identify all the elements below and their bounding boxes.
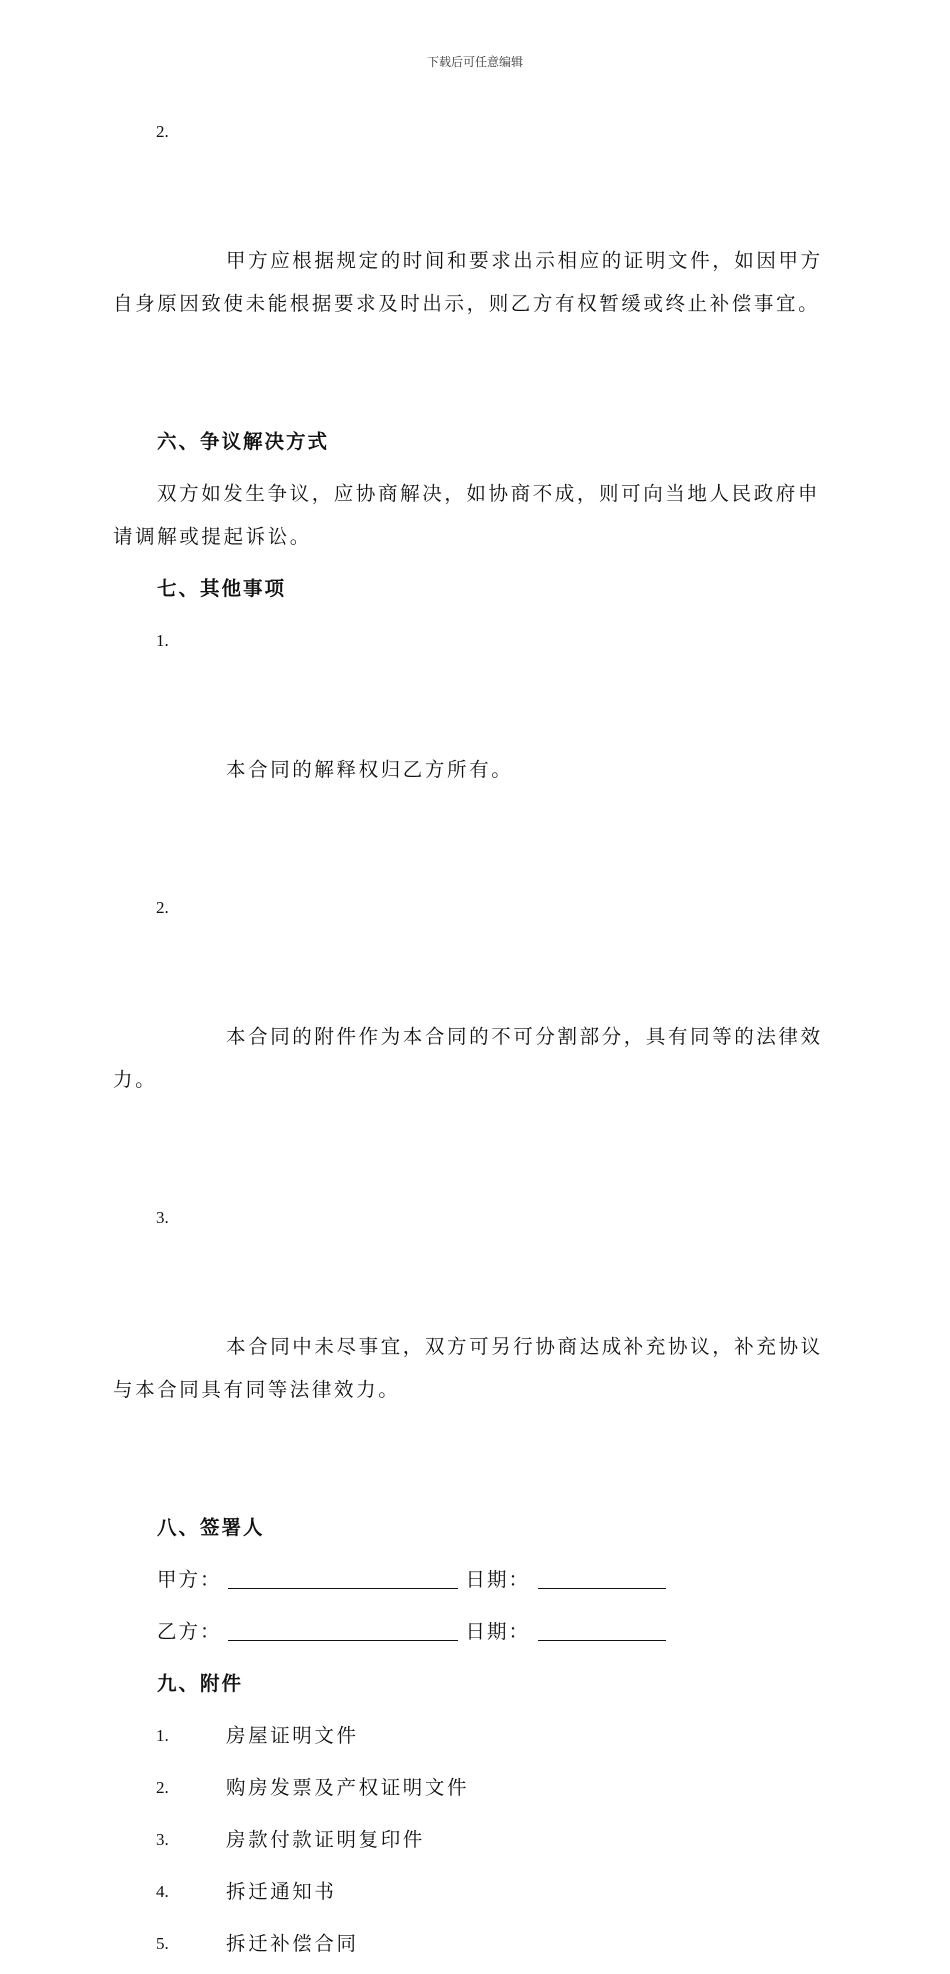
list-item-text: 购房发票及产权证明文件 bbox=[226, 1776, 470, 1799]
signature-row-party-a bbox=[157, 1558, 833, 1601]
annex-item-1 bbox=[113, 1714, 833, 1757]
annex-item-2 bbox=[113, 1766, 833, 1809]
list-number: 2. bbox=[156, 122, 169, 141]
list-item-text: 拆迁补偿合同 bbox=[226, 1932, 359, 1955]
page-header: 下载后可任意编辑 bbox=[426, 55, 523, 69]
list-item-text: 本合同的解释权归乙方所有。 bbox=[226, 758, 514, 781]
list-item-text: 拆迁通知书 bbox=[226, 1880, 337, 1903]
list-number: 3. bbox=[156, 1208, 169, 1227]
party-a-label: 甲方： bbox=[157, 1568, 222, 1591]
document-body bbox=[113, 110, 833, 1974]
clause5-item-2 bbox=[113, 110, 833, 411]
party-a-date-line[interactable] bbox=[538, 1570, 666, 1589]
section-8-title: 八、签署人 bbox=[157, 1516, 265, 1539]
section-7-title: 七、其他事项 bbox=[157, 577, 287, 600]
section-6-title: 六、争议解决方式 bbox=[157, 430, 330, 453]
annex-item-3 bbox=[113, 1818, 833, 1861]
date-label: 日期： bbox=[465, 1568, 531, 1591]
list-number: 2. bbox=[156, 898, 169, 917]
list-number: 5. bbox=[156, 1934, 169, 1953]
party-b-signature-line[interactable] bbox=[228, 1622, 458, 1641]
party-a-signature-line[interactable] bbox=[228, 1570, 458, 1589]
party-b-date-line[interactable] bbox=[538, 1622, 666, 1641]
list-number: 3. bbox=[156, 1830, 169, 1849]
section-7-item-3 bbox=[113, 1196, 833, 1497]
list-item-text: 房屋证明文件 bbox=[226, 1724, 359, 1747]
annex-item-5 bbox=[113, 1922, 833, 1965]
list-number: 1. bbox=[156, 631, 169, 650]
list-item-text: 房款付款证明复印件 bbox=[226, 1828, 425, 1851]
annex-item-4 bbox=[113, 1870, 833, 1913]
list-item-text: 本合同的附件作为本合同的不可分割部分，具有同等的法律效力。 bbox=[113, 1025, 823, 1091]
section-7-item-1 bbox=[113, 619, 833, 877]
party-b-label: 乙方： bbox=[157, 1620, 222, 1643]
date-label: 日期： bbox=[465, 1620, 531, 1643]
list-item-text: 本合同中未尽事宜，双方可另行协商达成补充协议，补充协议与本合同具有同等法律效力。 bbox=[113, 1335, 823, 1401]
list-number: 1. bbox=[156, 1726, 169, 1745]
list-item-text: 甲方应根据规定的时间和要求出示相应的证明文件，如因甲方自身原因致使未能根据要求及时出示，则乙方有权暂缓或终止补偿事宜。 bbox=[113, 249, 823, 315]
section-7-item-2 bbox=[113, 886, 833, 1187]
section-9-title: 九、附件 bbox=[157, 1672, 244, 1695]
list-number: 4. bbox=[156, 1882, 169, 1901]
section-6-text: 双方如发生争议，应协商解决，如协商不成，则可向当地人民政府申请调解或提起诉讼。 bbox=[113, 482, 821, 548]
list-number: 2. bbox=[156, 1778, 169, 1797]
signature-row-party-b bbox=[157, 1610, 833, 1653]
